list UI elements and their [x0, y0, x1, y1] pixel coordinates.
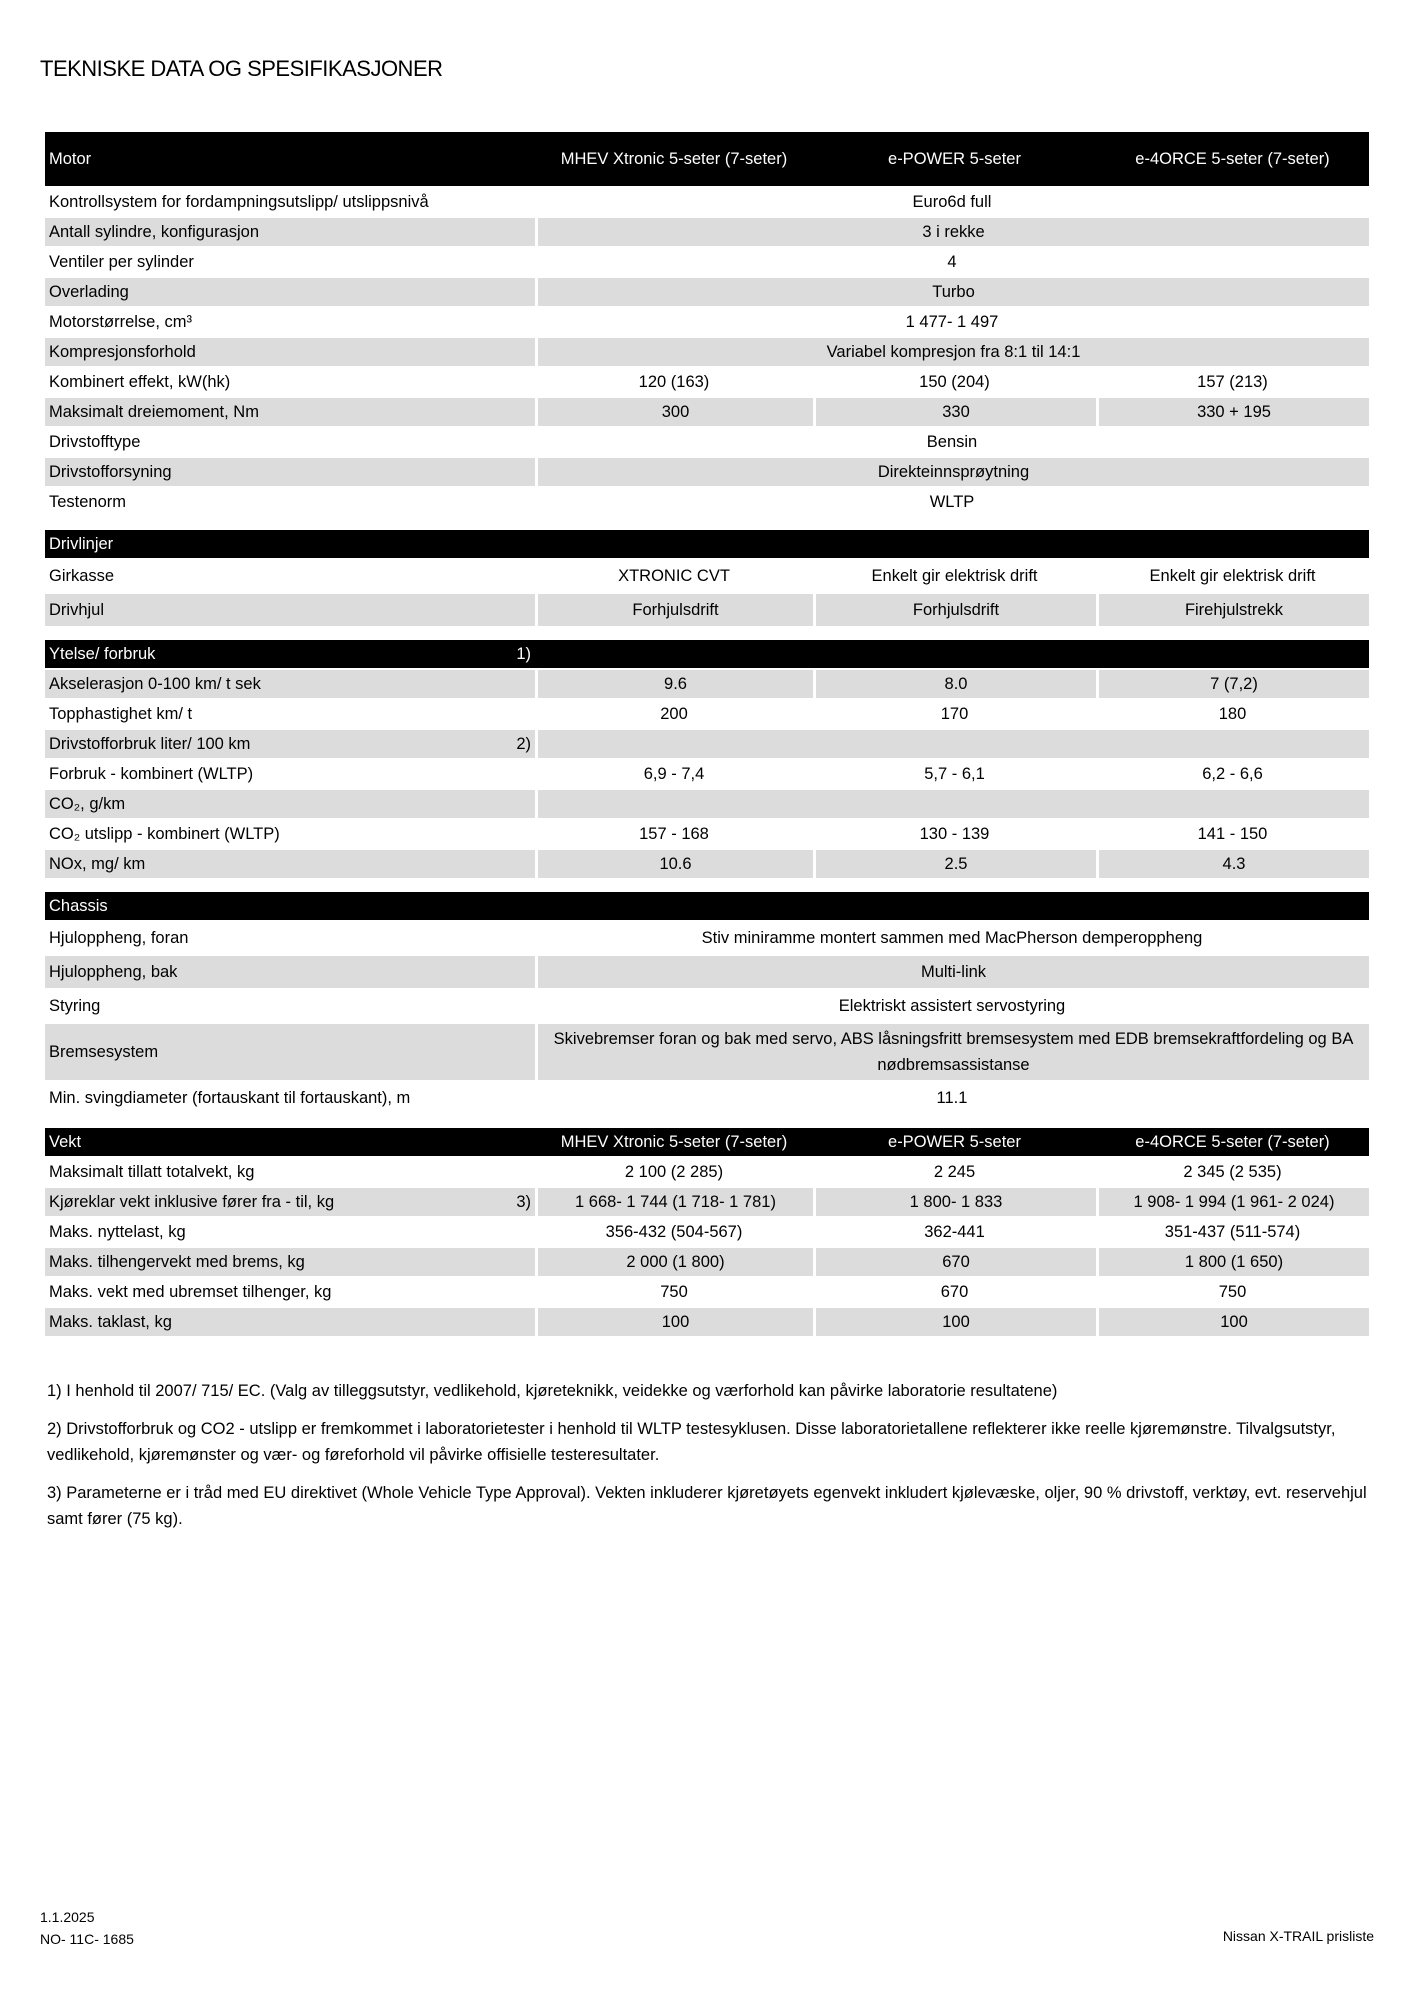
value-mhev: Forhjulsdrift — [535, 594, 813, 626]
value-epower: 2.5 — [813, 850, 1096, 878]
value-e4orce: 4.3 — [1096, 850, 1369, 878]
table-row — [45, 398, 1369, 426]
section-header-ytelse — [45, 640, 1369, 668]
row-value: Skivebremser foran og bak med servo, ABS låsningsfritt bremsesystem med EDB bremsekraftfordeling og BA nødbremsassistanse — [535, 1024, 1369, 1080]
row-label: Drivhjul — [45, 594, 535, 626]
row-value: Variabel kompresjon fra 8:1 til 14:1 — [535, 338, 1369, 366]
table-row — [45, 1082, 1369, 1114]
value-mhev: 9.6 — [535, 670, 813, 698]
row-label: Maksimalt tillatt totalvekt, kg — [49, 1162, 255, 1181]
value-e4orce: Enkelt gir elektrisk drift — [1149, 566, 1316, 585]
table-row — [45, 1308, 1369, 1336]
spacer-row — [45, 1116, 1369, 1126]
value-mhev: 300 — [535, 398, 813, 426]
value-e4orce: 1 800 (1 650) — [1096, 1248, 1369, 1276]
table-row — [45, 488, 1369, 516]
table-row — [45, 368, 1369, 396]
footnotes — [47, 1378, 1367, 1544]
row-value: 11.1 — [936, 1088, 968, 1107]
model-header-epower: e-POWER 5-seter — [813, 1128, 1096, 1156]
section-title: Drivlinjer — [45, 530, 1369, 558]
footnote-ref: 3) — [495, 1188, 535, 1216]
value-e4orce: 1 908- 1 994 (1 961- 2 024) — [1096, 1188, 1369, 1216]
value-epower: 670 — [813, 1248, 1096, 1276]
value-e4orce: 330 + 195 — [1096, 398, 1369, 426]
table-row — [45, 278, 1369, 306]
spacer-row — [45, 518, 1369, 528]
model-header-e4orce: e-4ORCE 5-seter (7-seter) — [1096, 1128, 1369, 1156]
footnote-ref: 2) — [495, 730, 535, 758]
table-row — [45, 560, 1369, 592]
value-epower: 362-441 — [924, 1222, 985, 1241]
row-label: Akselerasjon 0-100 km/ t sek — [45, 670, 535, 698]
value-mhev: 356-432 (504-567) — [605, 1222, 743, 1241]
section-header-drivlinjer — [45, 530, 1369, 558]
page-title: TEKNISKE DATA OG SPESIFIKASJONER — [40, 56, 443, 81]
row-label: Forbruk - kombinert (WLTP) — [49, 764, 254, 783]
table-row — [45, 1024, 1369, 1080]
row-label: Min. svingdiameter (fortauskant til fortauskant), m — [49, 1088, 411, 1107]
table-row — [45, 790, 1369, 818]
section-title: Ytelse/ forbruk — [45, 640, 495, 668]
table-row — [45, 760, 1369, 788]
table-row — [45, 248, 1369, 276]
row-value: WLTP — [929, 492, 975, 511]
spec-table — [45, 130, 1369, 1338]
row-label: Kombinert effekt, kW(hk) — [49, 372, 231, 391]
value-mhev: 750 — [660, 1282, 688, 1301]
value-e4orce: 750 — [1218, 1282, 1247, 1301]
spacer-row — [45, 880, 1369, 890]
row-value: Euro6d full — [912, 192, 992, 211]
value-epower: Enkelt gir elektrisk drift — [871, 566, 1038, 585]
value-epower: Forhjulsdrift — [813, 594, 1096, 626]
row-label: Kjøreklar vekt inklusive fører fra - til, kg — [45, 1188, 495, 1216]
row-value: Turbo — [535, 278, 1369, 306]
model-header-mhev: MHEV Xtronic 5-seter (7-seter) — [535, 132, 813, 186]
table-row — [45, 922, 1369, 954]
row-label: CO₂ utslipp - kombinert (WLTP) — [49, 824, 280, 843]
value-epower: 670 — [940, 1282, 969, 1301]
value-epower: 5,7 - 6,1 — [924, 764, 985, 783]
row-value: Stiv miniramme montert sammen med MacPherson demperoppheng — [701, 928, 1203, 947]
model-header-epower: e-POWER 5-seter — [813, 132, 1096, 186]
footer-code: NO- 11C- 1685 — [40, 1931, 134, 1947]
footer-doc-name: Nissan X-TRAIL prisliste — [1222, 1928, 1374, 1944]
value-epower: 1 800- 1 833 — [813, 1188, 1096, 1216]
section-title: Chassis — [45, 892, 1369, 920]
row-label: Overlading — [45, 278, 535, 306]
value-e4orce: 6,2 - 6,6 — [1202, 764, 1263, 783]
row-label: Topphastighet km/ t — [49, 704, 193, 723]
row-label: Hjuloppheng, foran — [49, 928, 189, 947]
value-mhev: 157 - 168 — [639, 824, 709, 843]
row-value: Elektriskt assistert servostyring — [838, 996, 1066, 1015]
section-header-motor — [45, 132, 1369, 186]
value-epower: 130 - 139 — [919, 824, 990, 843]
table-row — [45, 1158, 1369, 1186]
table-row — [45, 218, 1369, 246]
row-label: Maks. taklast, kg — [45, 1308, 535, 1336]
value-mhev: 100 — [535, 1308, 813, 1336]
row-label: Maksimalt dreiemoment, Nm — [45, 398, 535, 426]
value-mhev: 2 000 (1 800) — [535, 1248, 813, 1276]
table-row — [45, 1278, 1369, 1306]
row-value: Bensin — [926, 432, 978, 451]
table-row — [45, 338, 1369, 366]
section-title: Vekt — [45, 1128, 535, 1156]
value-mhev: 1 668- 1 744 (1 718- 1 781) — [535, 1188, 813, 1216]
value-mhev: 120 (163) — [638, 372, 710, 391]
table-row — [45, 308, 1369, 336]
section-header-chassis — [45, 892, 1369, 920]
footer-left — [40, 1906, 134, 1950]
table-row — [45, 1248, 1369, 1276]
row-value: Multi-link — [535, 956, 1369, 988]
table-row — [45, 1188, 1369, 1216]
table-row — [45, 956, 1369, 988]
table-row — [45, 188, 1369, 216]
row-value: 4 — [947, 252, 957, 271]
row-value: Direkteinnsprøytning — [535, 458, 1369, 486]
spacer-row — [45, 628, 1369, 638]
row-value: 1 477- 1 497 — [905, 312, 999, 331]
table-row — [45, 594, 1369, 626]
value-e4orce: Firehjulstrekk — [1096, 594, 1369, 626]
table-row — [45, 428, 1369, 456]
value-mhev: 2 100 (2 285) — [624, 1162, 724, 1181]
value-epower: 2 245 — [933, 1162, 976, 1181]
table-row — [45, 458, 1369, 486]
row-label: Styring — [49, 996, 101, 1015]
value-e4orce: 180 — [1218, 704, 1247, 723]
row-label: Hjuloppheng, bak — [45, 956, 535, 988]
row-label: Drivstofftype — [49, 432, 141, 451]
section-title: Motor — [45, 132, 535, 186]
value-epower: 100 — [813, 1308, 1096, 1336]
row-label: Maks. vekt med ubremset tilhenger, kg — [49, 1282, 332, 1301]
value-mhev: XTRONIC CVT — [618, 566, 730, 585]
section-header-vekt — [45, 1128, 1369, 1156]
row-label: Maks. nyttelast, kg — [49, 1222, 186, 1241]
value-mhev: 10.6 — [535, 850, 813, 878]
value-e4orce: 351-437 (511-574) — [1164, 1222, 1301, 1241]
model-header-e4orce: e-4ORCE 5-seter (7-seter) — [1096, 132, 1369, 186]
row-label: Ventiler per sylinder — [49, 252, 194, 271]
row-value: 3 i rekke — [535, 218, 1369, 246]
value-e4orce: 141 - 150 — [1197, 824, 1268, 843]
value-epower: 170 — [940, 704, 969, 723]
row-label: Drivstofforsyning — [45, 458, 535, 486]
table-row — [45, 700, 1369, 728]
value-mhev: 6,9 - 7,4 — [643, 764, 705, 783]
table-row — [45, 730, 1369, 758]
footnote-ref: 1) — [495, 640, 535, 668]
value-mhev: 200 — [660, 704, 688, 723]
row-label: Antall sylindre, konfigurasjon — [45, 218, 535, 246]
table-row — [45, 990, 1369, 1022]
value-e4orce: 7 (7,2) — [1096, 670, 1369, 698]
value-e4orce: 100 — [1096, 1308, 1369, 1336]
row-label: NOx, mg/ km — [45, 850, 535, 878]
row-label: CO₂, g/km — [45, 790, 535, 818]
table-row — [45, 1218, 1369, 1246]
value-e4orce: 157 (213) — [1197, 372, 1268, 391]
row-label: Drivstofforbruk liter/ 100 km — [45, 730, 495, 758]
value-epower: 8.0 — [813, 670, 1096, 698]
footnote-2: 2) Drivstofforbruk og CO2 - utslipp er fremkommet i laboratorietester i henhold til WLTP testesyklusen. Disse laboratorietallene reflekterer ikke reelle kjøremønstre. Tilvalgsutstyr, vedlikehold, kjøremønster og vær- og føreforhold vil påvirke offisielle testeresultater. — [47, 1420, 1336, 1464]
footnote-3: 3) Parameterne er i tråd med EU direktivet (Whole Vehicle Type Approval). Vekten inkluderer kjøretøyets egenvekt inkludert kjølevæske, oljer, 90 % drivstoff, verktøy, evt. reservehjul samt fører (75 kg). — [47, 1484, 1367, 1528]
row-label: Testenorm — [49, 492, 127, 511]
footnote-1: 1) I henhold til 2007/ 715/ EC. (Valg av tilleggsutstyr, vedlikehold, kjøreteknikk, veidekke og værforhold kan påvirke laboratorie resultatene) — [47, 1382, 1058, 1400]
row-label: Maks. tilhengervekt med brems, kg — [45, 1248, 535, 1276]
row-label: Kompresjonsforhold — [45, 338, 535, 366]
value-e4orce: 2 345 (2 535) — [1183, 1162, 1282, 1181]
table-row — [45, 820, 1369, 848]
footer-date: 1.1.2025 — [40, 1909, 95, 1925]
table-row — [45, 850, 1369, 878]
row-label: Girkasse — [49, 566, 115, 585]
value-epower: 150 (204) — [919, 372, 990, 391]
row-label: Kontrollsystem for fordampningsutslipp/ utslippsnivå — [49, 192, 429, 211]
model-header-mhev: MHEV Xtronic 5-seter (7-seter) — [535, 1128, 813, 1156]
value-epower: 330 — [813, 398, 1096, 426]
row-label: Bremsesystem — [45, 1024, 535, 1080]
row-label: Motorstørrelse, cm³ — [49, 312, 193, 331]
table-row — [45, 670, 1369, 698]
